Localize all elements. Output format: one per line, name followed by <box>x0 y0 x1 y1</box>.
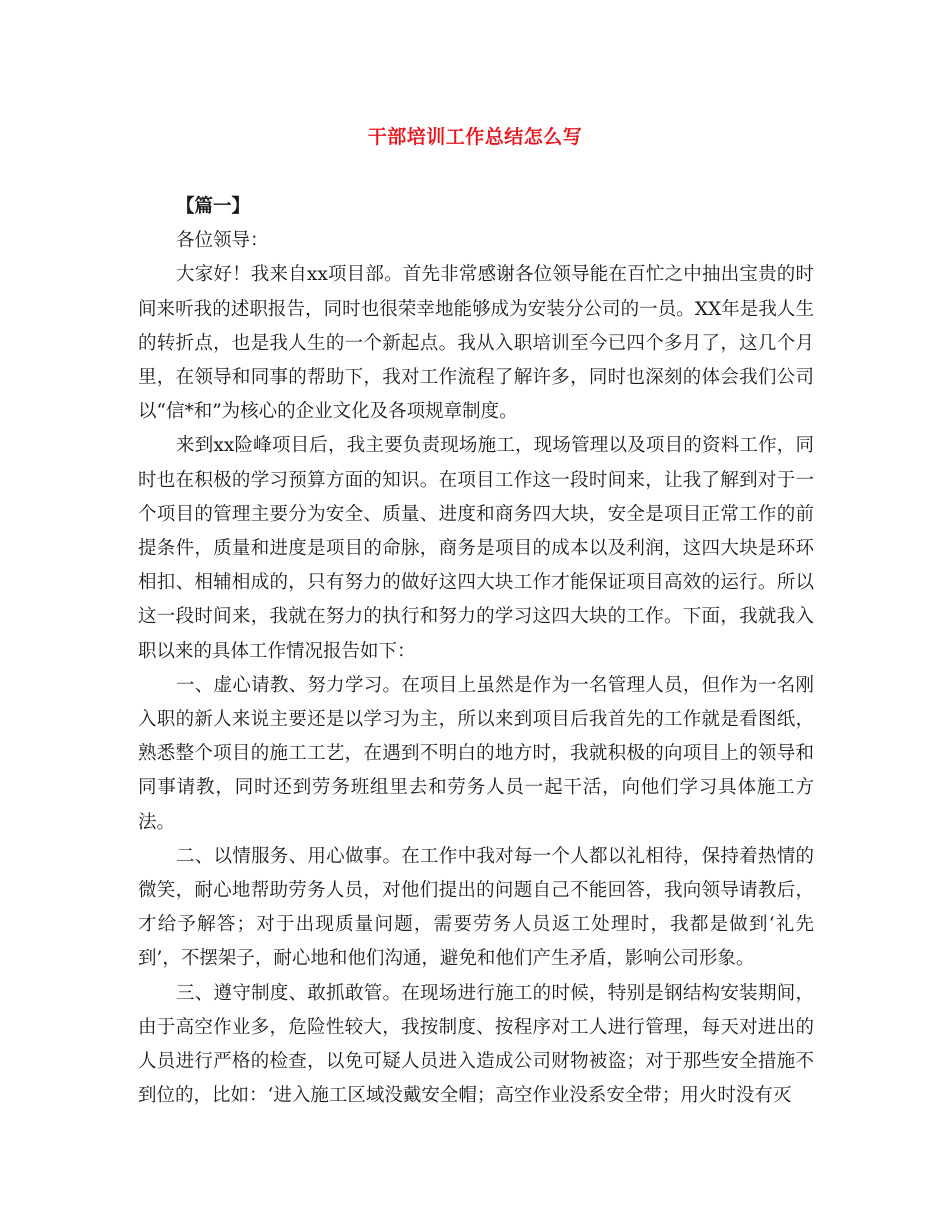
section-label: 【篇一】 <box>176 196 251 217</box>
document-body <box>138 190 814 1113</box>
paragraph-intro: 大家好！我来自xx项目部。首先非常感谢各位领导能在百忙之中抽出宝贵的时间来听我的述职报告，同时也很荣幸地能够成为安装分公司的一员。XX年是我人生的转折点，也是我人生的一个新起点。我从入职培训至今已四个多月了，这几个月里，在领导和同事的帮助下，我对工作流程了解许多，同时也深刻的体会我们公司以“信*和”为核心的企业文化及各项规章制度。 <box>138 264 814 423</box>
paragraph-point-two: 二、以情服务、用心做事。在工作中我对每一个人都以礼相待，保持着热情的微笑，耐心地帮助劳务人员，对他们提出的问题自己不能回答，我向领导请教后，才给予解答；对于出现质量问题，需要劳务人员返工处理时，我都是做到‘礼先到’，不摆架子，耐心地和他们沟通，避免和他们产生矛盾，影响公司形象。 <box>138 845 814 970</box>
paragraph-project-work: 来到xx险峰项目后，我主要负责现场施工，现场管理以及项目的资料工作，同时也在积极的学习预算方面的知识。在项目工作这一段时间来，让我了解到对于一个项目的管理主要分为安全、质量、进度和商务四大块，安全是项目正常工作的前提条件，质量和进度是项目的命脉，商务是项目的成本以及利润，这四大块是环环相扣、相辅相成的，只有努力的做好这四大块工作才能保证项目高效的运行。所以这一段时间来，我就在努力的执行和努力的学习这四大块的工作。下面，我就我入职以来的具体工作情况报告如下： <box>138 435 814 662</box>
paragraph-point-three: 三、遵守制度、敢抓敢管。在现场进行施工的时候，特别是钢结构安装期间，由于高空作业多，危险性较大，我按制度、按程序对工人进行管理，每天对进出的人员进行严格的检查，以免可疑人员进入造成公司财物被盗；对于那些安全措施不到位的，比如：‘进入施工区域没戴安全帽；高空作业没系安全带；用火时没有灭 <box>138 982 814 1107</box>
salutation: 各位领导： <box>176 230 269 252</box>
paragraph-point-one: 一、虚心请教、努力学习。在项目上虽然是作为一名管理人员，但作为一名刚入职的新人来说主要还是以学习为主，所以来到项目后我首先的工作就是看图纸，熟悉整个项目的施工工艺，在遇到不明白的地方时，我就积极的向项目上的领导和同事请教，同时还到劳务班组里去和劳务人员一起干活，向他们学习具体施工方法。 <box>138 674 814 833</box>
document-title: 干部培训工作总结怎么写 <box>367 126 583 148</box>
